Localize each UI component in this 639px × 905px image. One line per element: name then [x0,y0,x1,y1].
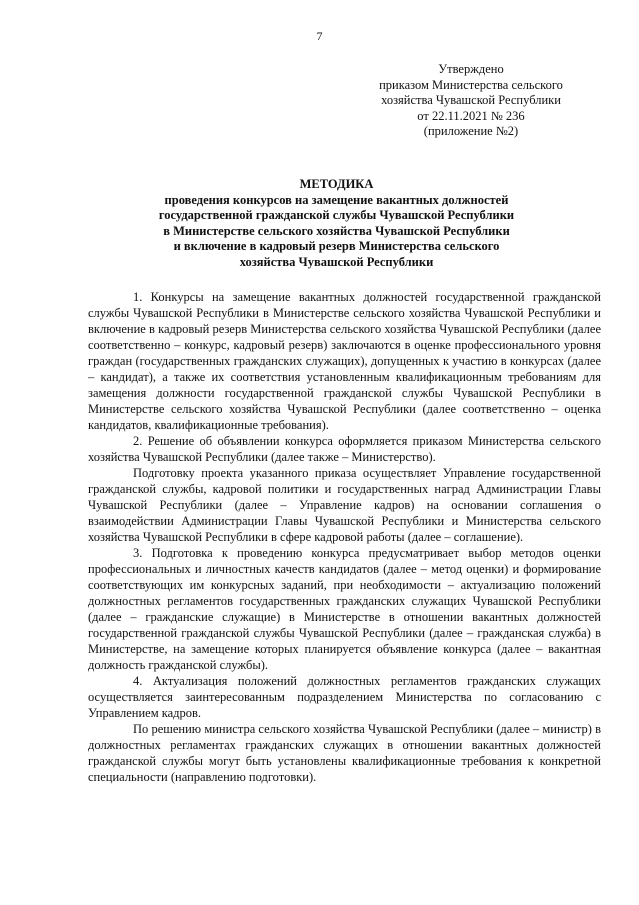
approval-line: Утверждено [438,62,504,76]
title-line: в Министерстве сельского хозяйства Чувашской Республики [163,223,510,238]
approval-line: приказом Министерства сельского [379,77,563,92]
paragraph: 2. Решение об объявлении конкурса оформляется приказом Министерства сельского хозяйства Чувашской Республики (далее также – Министерство). [88,434,601,464]
title-line: МЕТОДИКА [299,177,374,191]
title-line: хозяйства Чувашской Республики [239,254,434,269]
paragraph: 3. Подготовка к проведению конкурса предусматривает выбор методов оценки профессиональных и личностных качеств кандидатов (далее – метод оценки) и формирование соответствующих им конкурсных заданий, при необходимости – актуализацию положений должностных регламентов государственных гражданских служащих Чувашской Республики (далее – гражданские служащие) в Министерстве в отношении вакантных должностей государственной гражданской службы Чувашской Республики (далее – гражданская служба) в Министерстве, на замещение которых планируется объявление конкурса (далее – вакантная должность гражданской службы). [88,546,601,672]
document-body [88,289,601,785]
title-line: проведения конкурсов на замещение вакантных должностей [164,192,509,207]
approval-line: от 22.11.2021 № 236 [417,108,525,123]
paragraph: Подготовку проекта указанного приказа осуществляет Управление государственной гражданской службы, кадровой политики и государственных наград Администрации Главы Чувашской Республики (далее – Управление кадров) на основании соглашения о взаимодействии Администрации Главы Чувашской Республики и Министерства сельского хозяйства Чувашской Республики в сфере кадровой работы (далее – соглашение). [88,466,601,544]
page-number: 7 [316,29,323,43]
paragraph: 1. Конкурсы на замещение вакантных должностей государственной гражданской службы Чувашской Республики в Министерстве сельского хозяйства Чувашской Республики и включение в кадровый резерв Министерства сельского хозяйства Чувашской Республики (далее соответственно – конкурс, кадровый резерв) заключаются в оценке профессионального уровня граждан (государственных гражданских служащих), допущенных к участию в конкурсах (далее – кандидат), а также их соответствия установленным квалификационным требованиям для замещения должности государственной гражданской службы Чувашской Республики в Министерстве сельского хозяйства Чувашской Республики (далее соответственно – оценка кандидатов, квалификационные требования). [88,290,601,432]
paragraph: По решению министра сельского хозяйства Чувашской Республики (далее – министр) в должностных регламентах гражданских служащих в отношении вакантных должностей гражданской службы могут быть установлены квалификационные требования к конкретной специальности (направлению подготовки). [88,722,601,784]
document-title [70,177,603,270]
approval-line: (приложение №2) [423,124,519,138]
title-line: и включение в кадровый резерв Министерства сельского [173,239,500,253]
approval-line: хозяйства Чувашской Республики [381,93,561,107]
paragraph: 4. Актуализация положений должностных регламентов гражданских служащих осуществляется заинтересованным подразделением Министерства по согласованию с Управлением кадров. [88,674,601,720]
approval-stamp [356,62,586,140]
title-line: государственной гражданской службы Чувашской Республики [158,208,515,222]
